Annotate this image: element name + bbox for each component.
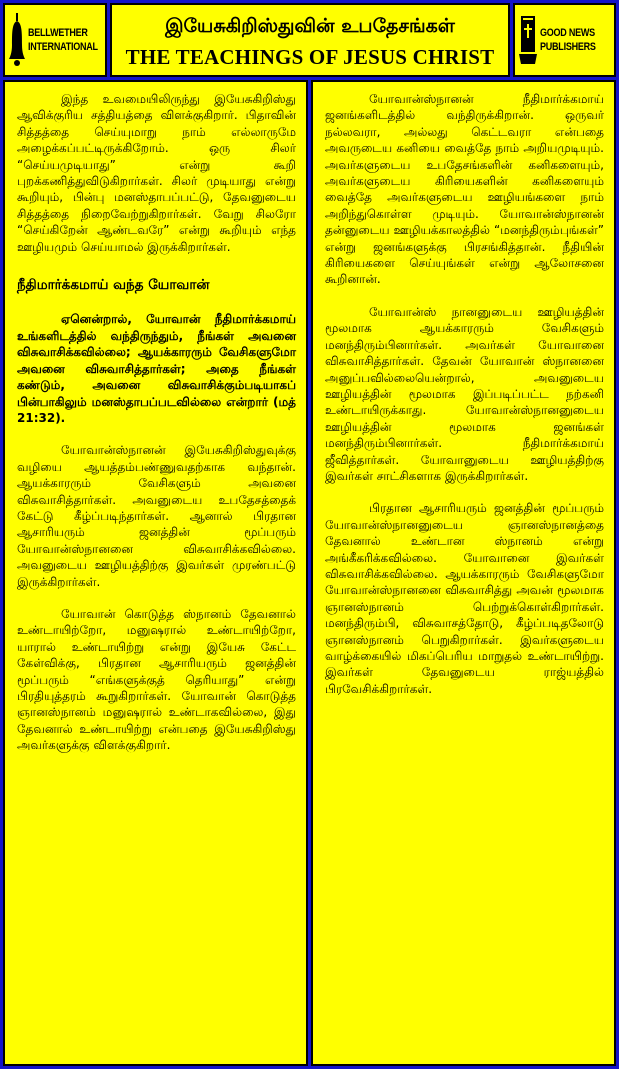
book-icon [519, 12, 537, 68]
paragraph: பிரதான ஆசாரியரும் ஜனத்தின் மூப்பரும் யோவான்ஸ்நானனுடைய ஞானஸ்நானத்தை தேவனால் உண்டான ஸ்நானம் என்று அங்கீகரிக்கவில்லை. யோவானை இவர்கள் விசுவாசிக்கவில்லை. ஆயக்காரரும் வேசிகளுமோ யோவான்ஸ்நானனை விசுவாசித்து அவன் மூலமாக ஞானஸ்நானம் பெற்றுக்கொள்கிறார்கள். மனந்திரும்பி, விசுவாசத்தோடு, கீழ்ப்படிதலோடு ஞானஸ்நானம் பெறுகிறார்கள். இவர்களுடைய வாழ்க்கையில் மிகப்பெரிய மாறுதல் உண்டாயிற்று. இவர்கள் தேவனுடைய ராஜ்யத்தில் பிரவேசிக்கிறார்கள். [325, 501, 604, 696]
section-heading: நீதிமார்க்கமாய் வந்த யோவான் [17, 277, 210, 294]
right-column [311, 80, 616, 1066]
bellwether-logo-line2: INTERNATIONAL [28, 41, 98, 53]
paragraph: யோவான்ஸ் நானனுடைய ஊழியத்தின் மூலமாக ஆயக்காரரும் வேசிகளும் மனந்திரும்பினார்கள். அவர்கள் யோவானை விசுவாசித்தார்கள். தேவன் யோவான் ஸ்நானனை அனுப்பவில்லையென்றால், அவனுடைய ஊழியத்தின் மூலமாக இப்படிப்பட்ட நற்கனி உண்டாயிருக்காது. யோவான்ஸ்நானனுடைய ஊழியத்தின் மூலமாக ஜனங்கள் மனந்திரும்பினார்கள். நீதிமார்க்கமாய் ஜீவித்தார்கள். யோவானுடைய ஊழியத்திற்கு இவர்கள் சாட்சிகளாக இருக்கிறார்கள். [325, 304, 604, 483]
good-news-logo-line1: GOOD NEWS [540, 27, 595, 39]
paragraph: யோவான்ஸ்நானன் நீதிமார்க்கமாய் ஜனங்களிடத்தில் வந்திருக்கிறான். ஒருவர் நல்லவரா, அல்லது கெட்டவரா என்பதை அவருடைய கனியை வைத்தே நாம் அறியமுடியும். அவர்களுடைய உபதேசங்களின் கனிகளையும், அவர்களுடைய கிரியைகளின் கனிகளையும் வைத்தே அவர்களுடைய ஊழியங்களை நாம் அறிந்துகொள்ள முடியும். யோவான்ஸ்நானன் தன்னுடைய ஊழியக்காலத்தில் “மனந்திரும்புங்கள்” என்று ஜனங்களுக்கு பிரசங்கித்தான். நீதியின் கிரியைகளை செய்யுங்கள் என்று ஆலோசனை கூறினான். [325, 92, 604, 287]
paragraph: இந்த உவமையிலிருந்து இயேசுகிறிஸ்து ஆவிக்குரிய சத்தியத்தை விளக்குகிறார். பிதாவின் சித்தத்தை செய்யுமாறு நாம் எல்லாருமே அழைக்கப்பட்டிருக்கிறோம். ஒரு சிலர் “செய்யமுடியாது” என்று கூறி புறக்கணித்துவிடுகிறார்கள். சிலர் முடியாது என்று கூறியும், பின்பு மனஸ்தாபப்பட்டு, தேவனுடைய சித்தத்தை நிறைவேற்றுகிறார்கள். வேறு சிலரோ “செய்கிறேன் ஆண்டவரே” என்று கூறியும் எந்த ஊழியமும் செய்யாமல் இருக்கிறார்கள். [17, 92, 296, 254]
scripture-quote: ஏனென்றால், யோவான் நீதிமார்க்கமாய் உங்களிடத்தில் வந்திருந்தும், நீங்கள் அவனை விசுவாசிக்கவில்லை; ஆயக்காரரும் வேசிகளுமோ அவனை விசுவாசித்தார்கள்; அதை நீங்கள் கண்டும், அவனை விசுவாசிக்கும்படியாகப் பின்பாகிலும் மனஸ்தாபப்படவில்லை என்றார் (மத் 21:32). [17, 312, 296, 425]
good-news-logo [513, 3, 616, 77]
page-title-tamil: இயேசுகிறிஸ்துவின் உபதேசங்கள் [165, 15, 455, 37]
left-column [3, 80, 308, 1066]
bell-icon [9, 13, 25, 67]
page-title-english: THE TEACHINGS OF JESUS CHRIST [125, 45, 495, 69]
bellwether-logo [3, 3, 107, 77]
title-banner [110, 3, 510, 77]
bellwether-logo-line1: BELLWETHER [28, 27, 88, 39]
good-news-logo-line2: PUBLISHERS [540, 41, 596, 53]
paragraph: யோவான் கொடுத்த ஸ்நானம் தேவனால் உண்டாயிற்றோ, மனுஷரால் உண்டாயிற்றோ, யாரால் உண்டாயிற்று என்று இயேசு கேட்ட கேள்விக்கு, பிரதான ஆசாரியரும் ஜனத்தின் மூப்பரும் “எங்களுக்குத் தெரியாது” என்று பிரதியுத்தரம் கூறுகிறார்கள். யோவான் கொடுத்த ஞானஸ்நானம் மனுஷரால் உண்டாகவில்லை, இது தேவனால் உண்டாயிற்று என்பதை இயேசுகிறிஸ்து அவர்களுக்கு விளக்குகிறார். [17, 606, 296, 753]
paragraph: யோவான்ஸ்நானன் இயேசுகிறிஸ்துவுக்கு வழியை ஆயத்தம்பண்ணுவதற்காக வந்தான். ஆயக்காரரும் வேசிகளும் அவனை விசுவாசித்தார்கள். அவனுடைய உபதேசத்தைக் கேட்டு கீழ்ப்படிந்தார்கள். ஆனால் பிரதான ஆசாரியரும் ஜனத்தின் மூப்பரும் யோவான்ஸ்நானனை விசுவாசிக்கவில்லை. அவனுடைய ஊழியத்திற்கு இவர்கள் முரண்பட்டு இருக்கிறார்கள். [17, 443, 296, 589]
